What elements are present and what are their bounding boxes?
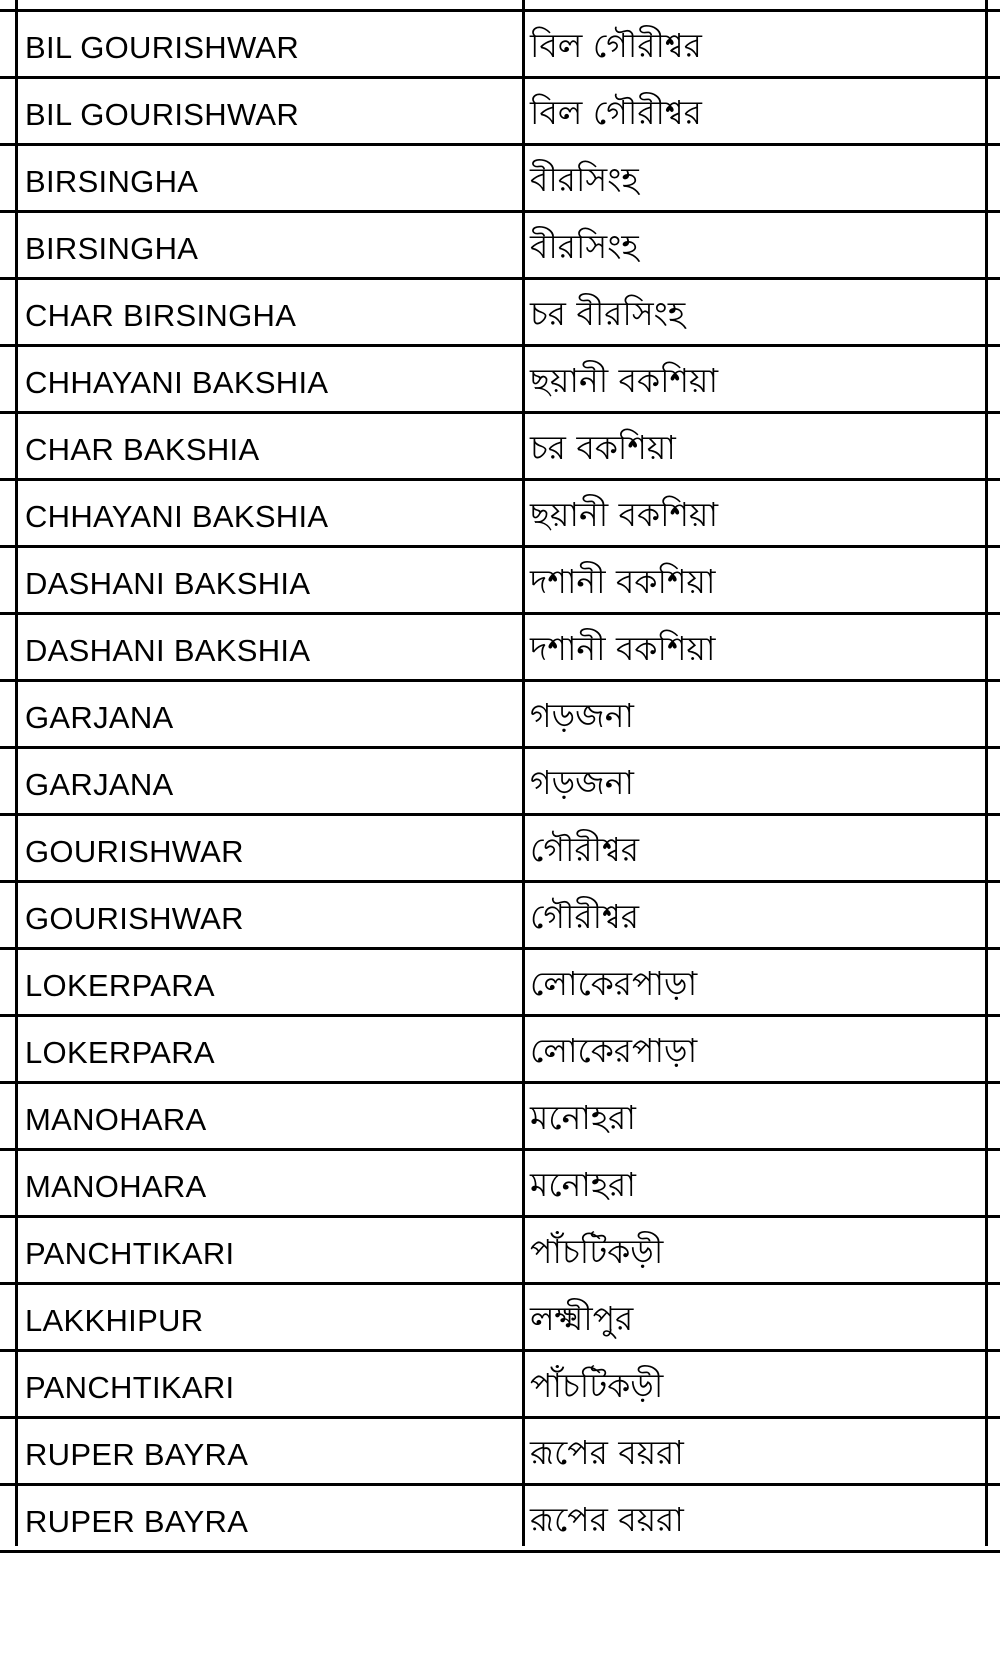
english-name-cell: PANCHTIKARI	[25, 1370, 235, 1405]
english-name-cell: GOURISHWAR	[25, 834, 244, 869]
table-row	[0, 1017, 1000, 1084]
english-name-cell: CHAR BAKSHIA	[25, 432, 260, 467]
bengali-name-cell: বীরসিংহ	[530, 227, 639, 266]
english-name-cell: BIRSINGHA	[25, 231, 199, 266]
table-row	[0, 79, 1000, 146]
table-row	[0, 816, 1000, 883]
bengali-name-cell: রূপের বয়রা	[530, 1500, 684, 1539]
table-row	[0, 1419, 1000, 1486]
english-name-cell: GARJANA	[25, 700, 174, 735]
english-name-cell: MANOHARA	[25, 1102, 207, 1137]
table-row	[0, 883, 1000, 950]
bengali-name-cell: বীরসিংহ	[530, 160, 639, 199]
english-name-cell: LOKERPARA	[25, 968, 215, 1003]
english-name-cell: LAKKHIPUR	[25, 1303, 204, 1338]
table-row	[0, 1486, 1000, 1553]
bengali-name-cell: দশানী বকশিয়া	[530, 629, 716, 668]
english-name-cell: PANCHTIKARI	[25, 1236, 235, 1271]
english-name-cell: CHHAYANI BAKSHIA	[25, 499, 329, 534]
bengali-name-cell: পাঁচটিকড়ী	[530, 1366, 664, 1405]
table-row	[0, 280, 1000, 347]
bengali-name-cell: বিল গৌরীশ্বর	[530, 93, 702, 132]
english-name-cell: DASHANI BAKSHIA	[25, 566, 311, 601]
table-row	[0, 1151, 1000, 1218]
english-name-cell: CHAR BIRSINGHA	[25, 298, 297, 333]
bengali-name-cell: পাঁচটিকড়ী	[530, 1232, 664, 1271]
table-row	[0, 1285, 1000, 1352]
bengali-name-cell: গড়জনা	[530, 696, 634, 735]
table-row	[0, 548, 1000, 615]
table-row	[0, 213, 1000, 280]
table-row	[0, 481, 1000, 548]
table-left-border	[15, 0, 18, 1546]
table-row	[0, 347, 1000, 414]
table-row	[0, 146, 1000, 213]
bengali-name-cell: গড়জনা	[530, 763, 634, 802]
table-row	[0, 1084, 1000, 1151]
english-name-cell: GOURISHWAR	[25, 901, 244, 936]
bengali-name-cell: দশানী বকশিয়া	[530, 562, 716, 601]
table-row	[0, 749, 1000, 816]
bengali-name-cell: চর বীরসিংহ	[530, 294, 686, 333]
table-row	[0, 950, 1000, 1017]
english-name-cell: RUPER BAYRA	[25, 1504, 249, 1539]
english-name-cell: DASHANI BAKSHIA	[25, 633, 311, 668]
bengali-name-cell: মনোহরা	[530, 1098, 636, 1137]
english-name-cell: BIL GOURISHWAR	[25, 30, 300, 65]
bengali-name-cell: ছয়ানী বকশিয়া	[530, 361, 719, 400]
bengali-name-cell: গৌরীশ্বর	[530, 830, 640, 869]
english-name-cell: GARJANA	[25, 767, 174, 802]
table-row	[0, 414, 1000, 481]
table-row	[0, 615, 1000, 682]
table-row	[0, 12, 1000, 79]
bengali-name-cell: লোকেরপাড়া	[530, 1031, 698, 1070]
bengali-name-cell: বিল গৌরীশ্বর	[530, 26, 702, 65]
table-row	[0, 1218, 1000, 1285]
bengali-name-cell: রূপের বয়রা	[530, 1433, 684, 1472]
cut-off-header-row	[0, 0, 1000, 12]
bengali-name-cell: গৌরীশ্বর	[530, 897, 640, 936]
bengali-name-cell: লক্ষ্মীপুর	[530, 1299, 634, 1338]
english-name-cell: CHHAYANI BAKSHIA	[25, 365, 329, 400]
english-name-cell: BIL GOURISHWAR	[25, 97, 300, 132]
bengali-name-cell: মনোহরা	[530, 1165, 636, 1204]
table-row	[0, 1352, 1000, 1419]
table-row	[0, 682, 1000, 749]
english-name-cell: MANOHARA	[25, 1169, 207, 1204]
bengali-name-cell: চর বকশিয়া	[530, 428, 676, 467]
column-divider	[522, 0, 525, 1546]
english-name-cell: RUPER BAYRA	[25, 1437, 249, 1472]
english-name-cell: LOKERPARA	[25, 1035, 215, 1070]
table-right-border	[985, 0, 988, 1546]
bengali-name-cell: ছয়ানী বকশিয়া	[530, 495, 719, 534]
english-name-cell: BIRSINGHA	[25, 164, 199, 199]
bengali-name-cell: লোকেরপাড়া	[530, 964, 698, 1003]
